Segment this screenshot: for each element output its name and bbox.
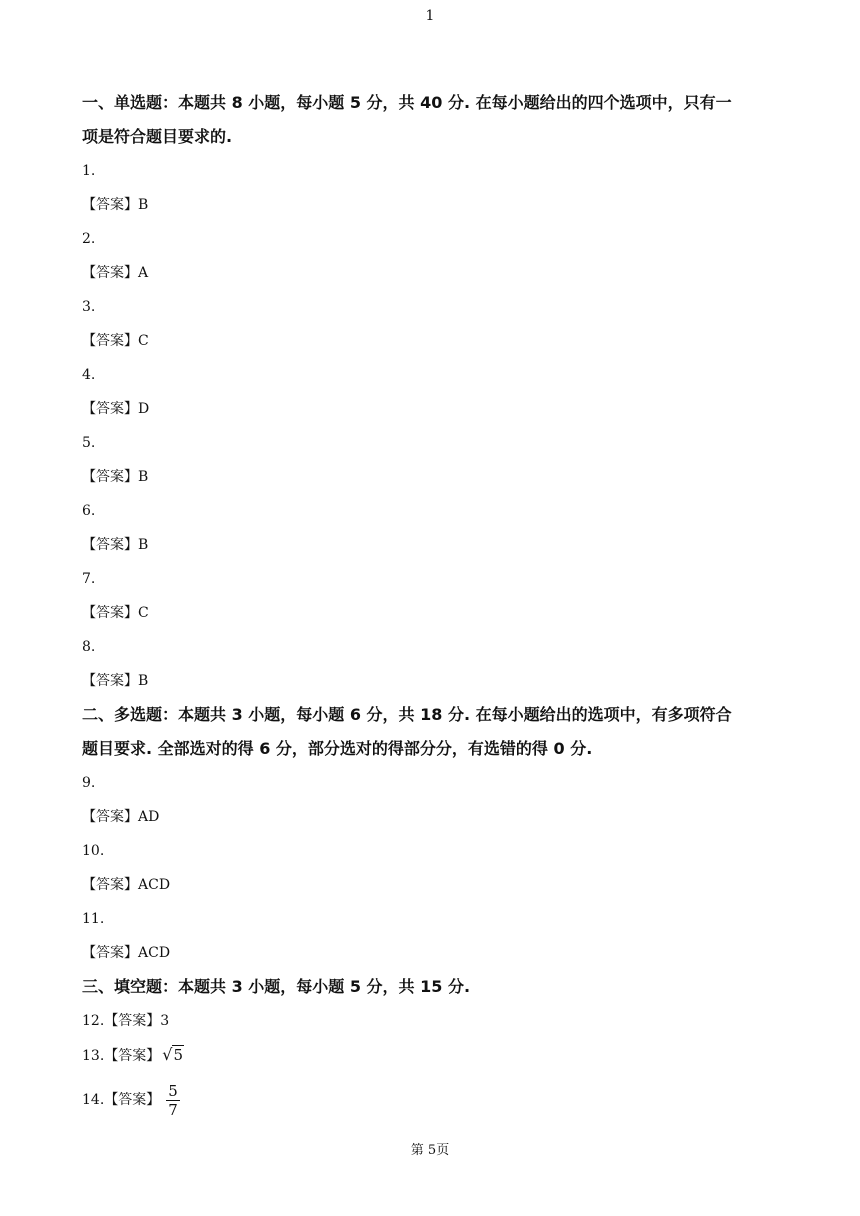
answer-q14 — [82, 1076, 782, 1124]
section-title-single-choice-line1: 一、单选题：本题共 8 小题，每小题 5 分，共 40 分. 在每小题给出的四个选项中，只有一 — [82, 93, 732, 112]
answer-text: 【答案】AD — [82, 809, 160, 825]
answer-text: 【答案】ACD — [82, 945, 171, 961]
radical-sign: √ — [162, 1045, 173, 1064]
question-number: 11. — [82, 911, 105, 927]
question-number: 9. — [82, 775, 96, 791]
page-footer: 第 5页 — [410, 1143, 450, 1158]
answer-text: 【答案】B — [82, 197, 149, 213]
section-multiple-choice — [82, 698, 782, 970]
answer-text: 【答案】B — [82, 469, 149, 485]
question-number: 2. — [82, 231, 96, 247]
section-fill-in-blank — [82, 970, 782, 1124]
page-number-top: 1 — [425, 8, 435, 24]
question-number: 8. — [82, 639, 96, 655]
sqrt-expression — [162, 1038, 184, 1072]
answer-text: 【答案】D — [82, 401, 150, 417]
section-title-fill-in-blank: 三、填空题：本题共 3 小题，每小题 5 分，共 15 分. — [82, 977, 471, 996]
section-single-choice — [82, 86, 782, 698]
answer-text: 【答案】C — [82, 333, 149, 349]
question-number: 10. — [82, 843, 105, 859]
question-number: 6. — [82, 503, 96, 519]
answer-text: 【答案】ACD — [82, 877, 171, 893]
question-number: 5. — [82, 435, 96, 451]
answer-q13-prefix: 13.【答案】 — [82, 1048, 161, 1064]
answer-text: 【答案】B — [82, 673, 149, 689]
fraction-numerator: 5 — [168, 1081, 178, 1100]
answer-text: 【答案】A — [82, 265, 149, 281]
answer-q13 — [82, 1038, 782, 1072]
section-title-multiple-choice-line1: 二、多选题：本题共 3 小题，每小题 6 分，共 18 分. 在每小题给出的选项中，有多项符合 — [82, 705, 732, 724]
question-number: 4. — [82, 367, 96, 383]
answer-text: 【答案】C — [82, 605, 149, 621]
question-number: 3. — [82, 299, 96, 315]
radicand: 5 — [173, 1046, 184, 1064]
question-number: 1. — [82, 163, 96, 179]
fraction-denominator: 7 — [168, 1100, 178, 1119]
question-number: 7. — [82, 571, 96, 587]
answer-text: 【答案】B — [82, 537, 149, 553]
answer-key-content — [82, 86, 782, 1124]
answer-q14-prefix: 14.【答案】 — [82, 1092, 161, 1108]
section-title-multiple-choice-line2: 题目要求. 全部选对的得 6 分，部分选对的得部分分，有选错的得 0 分. — [82, 739, 593, 758]
answer-q12: 12.【答案】3 — [82, 1013, 170, 1029]
fraction — [166, 1082, 180, 1119]
section-title-single-choice-line2: 项是符合题目要求的. — [82, 127, 233, 146]
